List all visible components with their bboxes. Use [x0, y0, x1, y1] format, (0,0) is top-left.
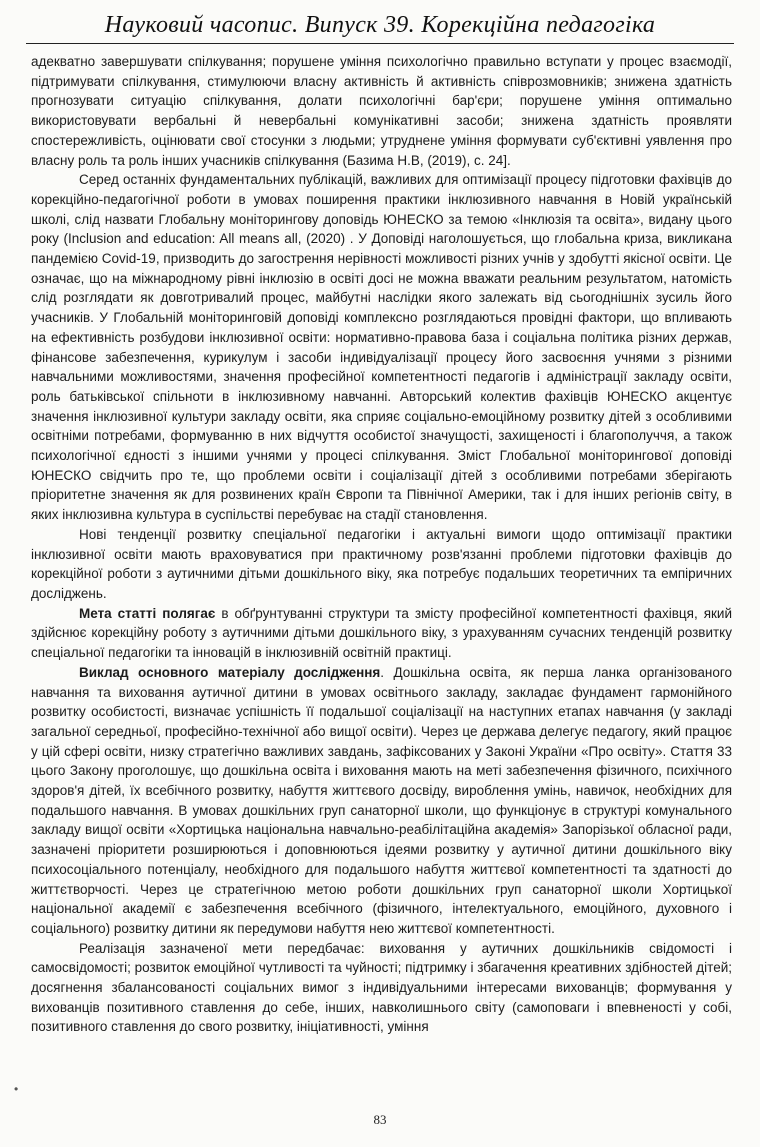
paragraph-main — [31, 663, 732, 939]
paragraph-1: адекватно завершувати спілкування; порушене уміння психологічно правильно вступати у процес взаємодії, підтримувати спілкування, стимулюючи власну активність й активність співрозмовників; знижена здатність прогнозувати ситуацію спілкування, долати психологічні бар'єри; порушене уміння оптимально використовувати вербальні й невербальні комунікативні засоби; знижена здатність проявляти спостережливість, оцінювати свої стосунки з людьми; утруднене уміння формувати суб'єктивні уявлення про власну роль та роль інших учасників спілкування (Базима Н.В, (2019), с. 24]. — [31, 54, 732, 168]
paragraph-aim — [31, 604, 732, 663]
paragraph-6: Реалізація зазначеної мети передбачає: виховання у аутичних дошкільників свідомості і самосвідомості; розвиток емоційної чутливості та чуйності; підтримку і збагачення креативних здібностей дітей; досягнення збалансованості соціальних вимог з індивідуальними інтересами вихованців; формування у вихованців позитивного ставлення до себе, інших, навколишнього світу (самоповаги і впевненості у собі, позитивного ставлення до свого розвитку, ініціативності, уміння — [31, 940, 732, 1035]
paragraph-3: Нові тенденції розвитку спеціальної педагогіки і актуальні вимоги щодо оптимізації практики інклюзивної освіти мають враховуватися при практичному розв'язанні проблеми підготовки фахівців до корекційної роботи з аутичними дітьми дошкільного віку, яка потребує подальших теоретичних та емпіричних досліджень. — [31, 526, 732, 601]
running-header: Науковий часопис. Випуск 39. Корекційна педагогіка — [104, 12, 656, 38]
margin-dot: • — [14, 1082, 19, 1096]
main-material-text: . Дошкільна освіта, як перша ланка організованого навчання та виховання аутичної дитини в умовах освітнього закладу, закладає фундамент гармонійного розвитку особистості, визначає успішність її подальшої соціалізації на наступних етапах навчання (у закладі загальної середньої, професійно-технічної або вищої освіти). Через це держава делегує педагогу, який працює у цій сфері освіти, низку стратегічно важливих завдань, зафіксованих у Законі України «Про освіту». Стаття 33 цього Закону проголошує, що дошкільна освіта і виховання мають на меті забезпечення фізичного, психічного здоров'я дітей, їх всебічного розвитку, набуття життєвого досвіду, вироблення умінь, навичок, необхідних для подальшого навчання. В умовах дошкільних груп санаторної школи, що функціонує в структурі комунального закладу вищої освіти «Хортицька національна навчально-реабілітаційна академія» Запорізької обласної ради, зазначені пріоритети розширюються і доповнюються ідеями розвитку у аутичної дитини дошкільного віку психосоціального потенціалу, необхідного для подальшого набуття життєвої компетентності та здатності до життєтворчості. Через це стратегічною метою роботи дошкільних груп санаторної школи Хортицької національної академії є забезпечення всебічного (фізичного, інтелектуального, емоційного, духовного і соціального) розвитку дитини як передумови набуття нею життєвої компетентності. — [31, 664, 732, 936]
header-rule — [26, 43, 734, 44]
main-material-heading: Виклад основного матеріалу дослідження — [79, 664, 381, 680]
article-body — [31, 52, 732, 1037]
aim-text: в обґрунтуванні структури та змісту професійної компетентності фахівця, який здійснює корекційну роботу з аутичними дітьми дошкільного віку, з урахуванням сучасних тенденцій розвитку спеціальної педагогіки та інновацій в інклюзивній освітній практиці. — [31, 605, 732, 661]
page-number: 83 — [373, 1112, 387, 1127]
aim-heading: Мета статті полягає — [79, 605, 216, 621]
paragraph-2: Серед останніх фундаментальних публікацій, важливих для оптимізації процесу підготовки фахівців до корекційно-педагогічної роботи в умовах поширення практики інклюзивного навчання в Новій українській школі, слід назвати Глобальну моніторингову доповідь ЮНЕСКО за темою «Інклюзія та освіта», видану цього року (Inclusion and education: All means all, (2020) . У Доповіді наголошується, що глобальна криза, викликана пандемією Covid-19, призводить до загострення нерівності можливості різних учнів у здобутті якісної освіти. Це означає, що на міжнародному рівні інклюзію в освіті досі не можна вважати реальним результатом, натомість слід розглядати як довготривалий процес, майбутні наслідки якого залежать від сьогоднішніх зусиль його учасників. У Глобальній моніторинговій доповіді комплексно розглядаються провідні фактори, що впливають на ефективність розбудови інклюзивної освіти: нормативно-правова база і соціальна політика різних держав, фінансове забезпечення, курикулум і засоби індивідуалізації процесу його засвоєння учнями з різними навчальними можливостями, значення професійної компетентності педагогів і адміністрації закладу освіти, роль батьківської спільноти в інклюзивному навчанні. Авторський колектив фахівців ЮНЕСКО акцентує значення інклюзивної культури закладу освіти, яка сприяє соціально-емоційному розвитку дітей з особливими освітніми потребами, формуванню в них відчуття особистої значущості, захищеності і благополуччя, а також психологічної єдності з іншими учнями у процесі спілкування. Зміст Глобальної моніторингової доповіді ЮНЕСКО свідчить про те, що проблеми освіти і соціалізації дітей з особливими потребами зберігають пріоритетне значення як для розвинених країн Європи та Північної Америки, так і для інших регіонів світу, в яких інклюзивна культура в суспільстві перебуває на стадії становлення. — [31, 172, 732, 523]
